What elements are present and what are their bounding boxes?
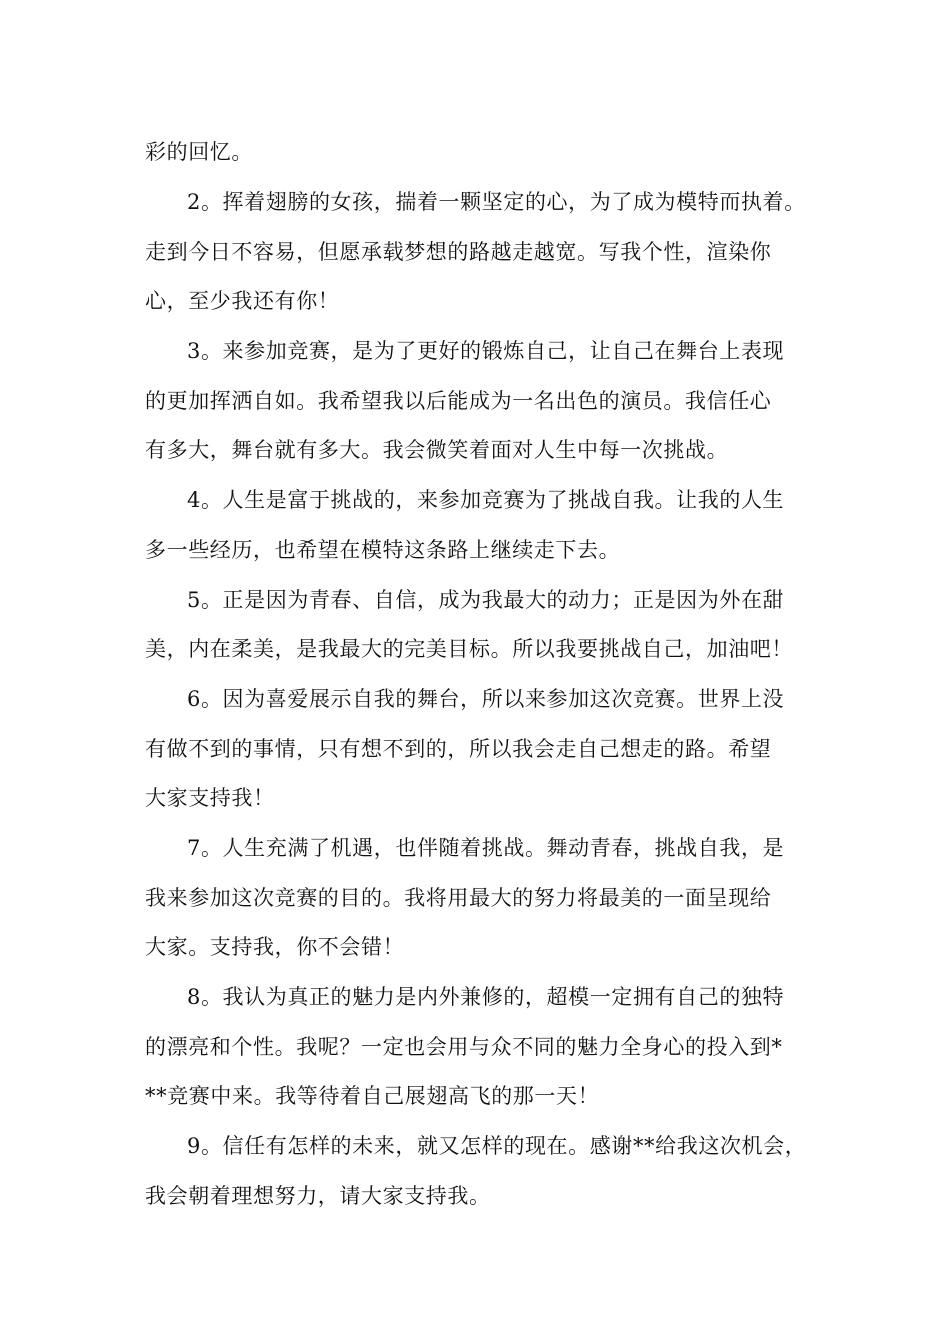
paragraph-8-line: 8。我认为真正的魅力是内外兼修的，超模一定拥有自己的独特 bbox=[187, 985, 785, 1009]
text-line: 有多大，舞台就有多大。我会微笑着面对人生中每一次挑战。 bbox=[145, 438, 729, 462]
paragraph-5-line: 5。正是因为青春、自信，成为我最大的动力；正是因为外在甜 bbox=[187, 588, 785, 612]
paragraph-3-line: 3。来参加竞赛，是为了更好的锻炼自己，让自己在舞台上表现 bbox=[187, 339, 785, 363]
paragraph-9-line: 9。信任有怎样的未来，就又怎样的现在。感谢**给我这次机会， bbox=[187, 1134, 807, 1158]
paragraph-7-line: 7。人生充满了机遇，也伴随着挑战。舞动青春，挑战自我，是 bbox=[187, 836, 785, 860]
text-line: 大家。支持我，你不会错！ bbox=[145, 935, 405, 959]
text-line: 彩的回忆。 bbox=[145, 140, 253, 164]
text-line: 多一些经历，也希望在模特这条路上继续走下去。 bbox=[145, 538, 621, 562]
text-line: 我来参加这次竞赛的目的。我将用最大的努力将最美的一面呈现给 bbox=[145, 886, 772, 910]
text-line: 美，内在柔美，是我最大的完美目标。所以我要挑战自己，加油吧！ bbox=[145, 637, 793, 661]
text-line: 心，至少我还有你！ bbox=[145, 289, 340, 313]
paragraph-6-line: 6。因为喜爱展示自我的舞台，所以来参加这次竞赛。世界上没 bbox=[187, 687, 785, 711]
text-line: 走到今日不容易，但愿承载梦想的路越走越宽。写我个性，渲染你 bbox=[145, 240, 772, 264]
text-line: 大家支持我！ bbox=[145, 786, 275, 810]
text-line: 我会朝着理想努力，请大家支持我。 bbox=[145, 1184, 491, 1208]
text-line: **竞赛中来。我等待着自己展翅高飞的那一天！ bbox=[145, 1084, 600, 1108]
paragraph-4-line: 4。人生是富于挑战的，来参加竞赛为了挑战自我。让我的人生 bbox=[187, 488, 785, 512]
text-line: 的漂亮和个性。我呢？一定也会用与众不同的魅力全身心的投入到* bbox=[145, 1035, 783, 1059]
text-line: 有做不到的事情，只有想不到的，所以我会走自己想走的路。希望 bbox=[145, 737, 772, 761]
text-line: 的更加挥洒自如。我希望我以后能成为一名出色的演员。我信任心 bbox=[145, 389, 772, 413]
paragraph-2-line: 2。挥着翅膀的女孩，揣着一颗坚定的心，为了成为模特而执着。 bbox=[187, 190, 806, 214]
